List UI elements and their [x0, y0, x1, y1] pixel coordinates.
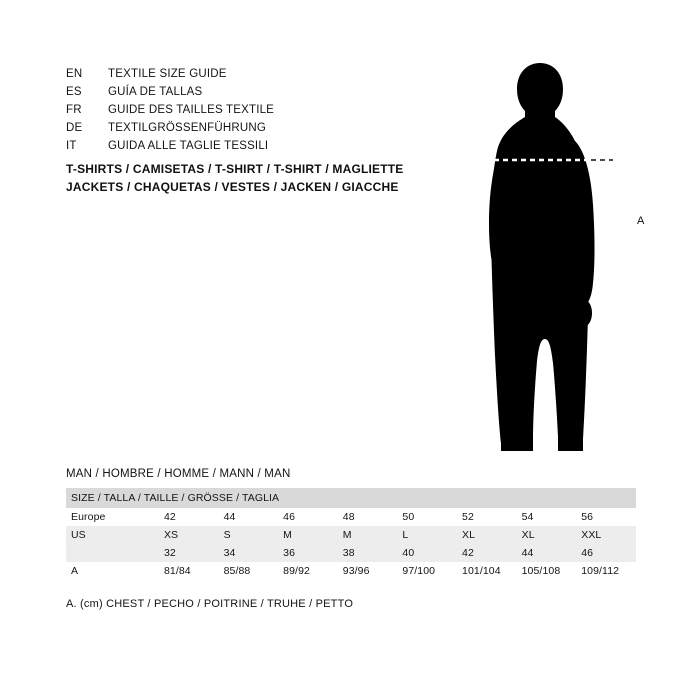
table-cell: 48 [338, 508, 398, 526]
size-table-section [66, 468, 636, 580]
language-code: ES [66, 86, 82, 98]
garment-types-block [66, 160, 466, 196]
body-silhouette-figure [455, 55, 655, 455]
table-title: MAN / HOMBRE / HOMME / MANN / MAN [66, 468, 291, 480]
table-cell: 38 [338, 544, 398, 562]
table-row [66, 562, 636, 580]
table-cell: 44 [517, 544, 577, 562]
table-row [66, 544, 636, 562]
table-cell: 105/108 [517, 562, 577, 580]
table-cell: 32 [159, 544, 219, 562]
table-cell: 52 [457, 508, 517, 526]
footnote-chest-measure: A. (cm) CHEST / PECHO / POITRINE / TRUHE / PETTO [66, 598, 354, 610]
table-row [66, 508, 636, 526]
table-cell: 36 [278, 544, 338, 562]
table-cell: 50 [397, 508, 457, 526]
table-cell: 85/88 [219, 562, 279, 580]
table-cell: 97/100 [397, 562, 457, 580]
row-label [66, 544, 159, 562]
table-cell: 93/96 [338, 562, 398, 580]
language-code: DE [66, 122, 83, 134]
language-row [66, 65, 446, 83]
table-cell: 54 [517, 508, 577, 526]
table-cell: 101/104 [457, 562, 517, 580]
size-table [66, 488, 636, 580]
table-cell: XL [457, 526, 517, 544]
man-silhouette-icon [455, 55, 655, 455]
table-header-row [66, 488, 636, 508]
row-label: Europe [66, 508, 159, 526]
table-cell: L [397, 526, 457, 544]
language-guide-block [66, 65, 446, 155]
language-text: GUIDE DES TAILLES TEXTILE [108, 104, 275, 116]
table-cell: XS [159, 526, 219, 544]
table-cell: 34 [219, 544, 279, 562]
garment-line-tshirts: T-SHIRTS / CAMISETAS / T-SHIRT / T-SHIRT / MAGLIETTE [66, 162, 404, 176]
table-cell: S [219, 526, 279, 544]
row-label: US [66, 526, 159, 544]
table-cell: 81/84 [159, 562, 219, 580]
language-row [66, 119, 446, 137]
table-cell: M [338, 526, 398, 544]
language-text: TEXTILGRÖSSENFÜHRUNG [108, 122, 266, 134]
table-cell: 46 [278, 508, 338, 526]
language-code: IT [66, 140, 77, 152]
table-cell: 46 [576, 544, 636, 562]
language-row [66, 83, 446, 101]
language-row [66, 101, 446, 119]
language-code: EN [66, 68, 83, 80]
garment-line-jackets: JACKETS / CHAQUETAS / VESTES / JACKEN / GIACCHE [66, 180, 399, 194]
language-code: FR [66, 104, 82, 116]
table-cell: 109/112 [576, 562, 636, 580]
table-cell: 56 [576, 508, 636, 526]
language-text: GUIDA ALLE TAGLIE TESSILI [108, 140, 269, 152]
language-text: GUÍA DE TALLAS [108, 86, 203, 98]
table-cell: XXL [576, 526, 636, 544]
language-row [66, 137, 446, 155]
table-cell: 42 [457, 544, 517, 562]
table-header-label: SIZE / TALLA / TAILLE / GRÖSSE / TAGLIA [66, 488, 636, 508]
table-cell: 40 [397, 544, 457, 562]
table-cell: 89/92 [278, 562, 338, 580]
table-cell: XL [517, 526, 577, 544]
row-label: A [66, 562, 159, 580]
table-cell: 44 [219, 508, 279, 526]
table-row [66, 526, 636, 544]
table-cell: M [278, 526, 338, 544]
table-cell: 42 [159, 508, 219, 526]
measure-label-a: A [637, 215, 645, 227]
language-text: TEXTILE SIZE GUIDE [108, 68, 227, 80]
